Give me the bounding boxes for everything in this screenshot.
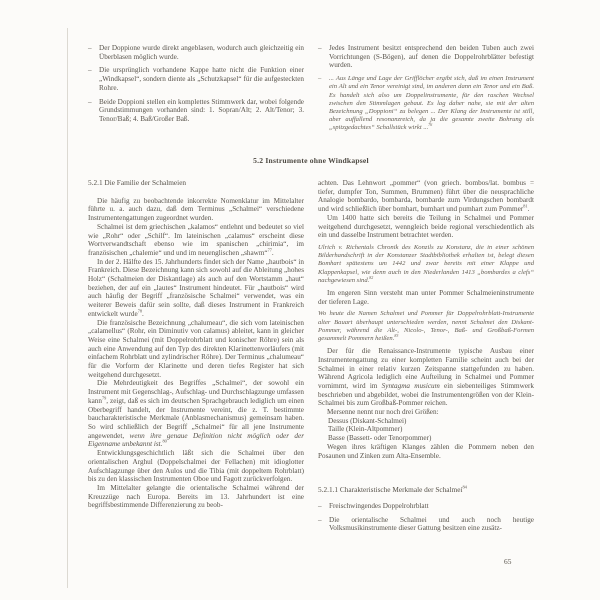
dash-marker: –: [88, 44, 92, 52]
dash-marker: –: [318, 75, 322, 83]
top-summary-row: [88, 44, 534, 138]
list-item-text: Jedes Instrument besitzt entsprechend den beiden Tuben auch zwei Vorrichtungen (S-Bögen), auf denen die Doppelrohrblätter befestigt wurden.: [329, 44, 534, 70]
paragraph: achten. Das Lehnwort „pommer“ (von griech. bombos/lat. bombus = tiefer, dumpfer Ton, Summen, Brummen) führt über die neusprachliche Analogie bombardo, bombarda, bombarde zum Virdungschen bombardt und wird schließlich über bomhart, bumhart und pumhart zum Pommer$^{81}$.: [318, 179, 534, 214]
paragraph: Schalmei ist dem griechischen „kalamos“ entlehnt und bedeutet so viel wie „Rohr“ oder „Schilf“. Im lateinischen „calamus“ erscheint diese Wortverwandtschaft ebenso wie im spanischen „chirimia“, im französischen „chalemie“ und und im neuenglischen „shawm“$^{77}$.: [88, 222, 304, 257]
dash-marker: –: [318, 44, 322, 52]
paragraph: In der 2. Hälfte des 15. Jahrhunderts findet sich der Name „hautbois“ in Frankreich. Diese Bezeichnung kann sich sowohl auf die Ableitung „hohes Holz“ (Schalmeien der Diskantlage) als auch auf den Wortstamm „haut“ beziehen, der auf ein „lautes“ Instrument hindeutet. Für „hautbois“ wird auch häufig der Begriff „französische Schalmei“ verwendet, was ein weiterer Beweis dafür sein sollte, daß dieses Instrument in Frankreich entwickelt wurde$^{78}$.: [88, 257, 304, 318]
top-left-list: [88, 44, 304, 138]
list-item-text: ... Aus Länge und Lage der Grifflöcher ergibt sich, daß im einen Instrument ein Alt und ein Tenor vereinigt sind, im anderen dann ein Tenor und ein Baß. Es handelt sich also um Doppelinstrumente, für den raschen Wechsel zwischen den Stimmlagen gebaut. Es lag daher nahe, sie mit der alten Bezeichnung „Doppioni“ zu belegen ... Der Klang der Instrumente ist still, aber auffallend resonanzreich, da ja die gesamte zweite Bohrung als „spitzgedachtes“ Schallstück wirkt ...$^{76}$: [329, 75, 534, 132]
paragraph: Wegen ihres kräftigen Klanges zählen die Pommern neben den Posaunen und Zinken zum Alta-Ensemble.: [318, 442, 534, 460]
section-heading: 5.2 Instrumente ohne Windkapsel: [253, 156, 369, 165]
paragraph: Die französische Bezeichnung „chalumeau“, die sich vom lateinischen „calamellus“ (Rohr, ein Diminutiv von calamus) ableitet, kann in gleicher Weise eine Schalmei (mit Doppelrohrblatt und konischer Röhre) sein als auch eine Anwendung auf den Typ des direkten Klarinettenvorläufers (mit einfachem Rohrblatt und zylindrischer Röhre). Der Terminus „chalumeau“ für die Vorform der Klarinette und deren tiefes Register hat sich weitgehend durchgesetzt.: [88, 318, 304, 379]
list-item-text: Freischwingendes Doppelrohrblatt: [329, 502, 429, 510]
mersenne-size-line: Taille (Klein-Altpommer): [328, 425, 403, 434]
top-right-list: [318, 44, 534, 138]
list-item: [318, 44, 534, 70]
paragraph: Um 1400 hatte sich bereits die Teilung in Schalmei und Pommer weitgehend durchgesetzt, wenngleich beide regional verschiedentlich als ein und dasselbe Instrument betrachtet werden.: [318, 213, 534, 240]
paragraph: Die Mehrdeutigkeit des Begriffes „Schalmei“, der sowohl ein Instrument mit Gegenschlag-, Aufschlag- und Durchschlagzunge umfassen kann$^{79}$, zeigt, daß es sich im deutschen Sprachgebrauch lediglich um einen Oberbegriff handelt, der Instrumente vereint, die z. T. bestimmte baucharakteristische Merkmale (Anblasmechanismus) gemeinsam haben. So wird schließlich der Begriff „Schalmei“ für all jene Instrumente angewendet, wenn ihre genaue Definition nicht möglich oder der Eigenname unbekannt ist.$^{80}$: [88, 379, 305, 449]
page-number: 65: [504, 557, 512, 566]
mersenne-size-line: Basse (Bassett- oder Tenorpommer): [328, 434, 432, 443]
list-item: [88, 66, 304, 92]
dash-marker: –: [318, 502, 322, 510]
paragraph: Im engeren Sinn versteht man unter Pommer Schalmeieninstrumente der tieferen Lage.: [318, 288, 534, 306]
paragraph: Entwicklungsgeschichtlich läßt sich die Schalmei über den orientalischen Arghul (Doppelschalmei der Fellachen) mit idioglotter Aufschlagzunge über den Aulos und die Tibia (mit doppeltem Rohrblatt) bis zu den klassischen Instrumenten Oboe und Fagott zurückverfolgen.: [88, 449, 304, 484]
mersenne-intro: Mersenne nennt nur noch drei Größen:: [327, 408, 439, 417]
block-quote: Ulrich v. Richentals Chronik des Konzils zu Konstanz, die in einer schönen Bilderhandschrift in der Konstanzer Stadtbibliothek erhalten ist, belegt diesen Bomhart spätestens um 1442 und zwar bereits mit einer Klappe und Klappenkapsel, wie denn auch in den Niederlanden 1413 „bombardes a clefs“ nachgewiesen sind.$^{82}$: [318, 243, 534, 284]
dash-marker: –: [318, 515, 322, 524]
list-item-text: Die orientalische Schalmei und auch noch heutige Volksmusikinstrumente dieser Gattung besitzen eine zusätz-: [329, 515, 534, 533]
list-item: [88, 98, 304, 124]
body-columns: [88, 179, 534, 538]
subheading-charakteristische-merkmale: 5.2.1.1 Charakteristische Merkmale der Schalmei$^{84}$: [318, 484, 467, 495]
list-item-text: Die ursprünglich vorhandene Kappe hatte nicht die Funktion einer „Windkapsel“, sondern diente als „Schutzkapsel“ für die aufgesteckten Rohre.: [99, 66, 304, 92]
list-item-quote: [318, 75, 534, 132]
margin-scan-line: [67, 28, 68, 588]
block-quote: Wo heute die Namen Schalmei und Pommer für Doppelrohrblatt-Instrumente alter Bauart überhaupt unterschieden werden, nennt Schalmei den Diskant-Pommer, während die Alt-, Nicolo-, Tenor-, Baß- und Großbaß-Formen gesammelt Pommern heißen.$^{83}$: [318, 310, 534, 342]
list-item-text: Der Doppione wurde direkt angeblasen, wodurch auch gleichzeitig ein Überblasen möglich wurde.: [99, 44, 304, 61]
mersenne-size-line: Dessus (Diskant-Schalmei): [328, 416, 407, 425]
feature-list-item: [318, 516, 534, 533]
subheading-familie-der-schalmeien: 5.2.1 Die Familie der Schalmeien: [88, 178, 187, 187]
dash-marker: –: [88, 66, 92, 75]
feature-list-item: [318, 502, 534, 511]
left-column: [88, 179, 304, 538]
list-item: [88, 44, 304, 61]
right-column: [318, 179, 534, 538]
list-item-text: Beide Doppioni stellen ein komplettes Stimmwerk dar, wobei folgende Grundstimmungen vorhanden sind: 1. Sopran/Alt; 2. Alt/Tenor; 3. Tenor/Baß; 4. Baß/Großer Baß.: [99, 97, 304, 123]
paragraph: Die häufig zu beobachtende inkorrekte Nomenklatur im Mittelalter führte u. a. auch dazu, daß dem Terminus „Schalmei“ verschiedene Instrumentengattungen zugeordnet wurden.: [88, 196, 304, 223]
dash-marker: –: [88, 97, 92, 106]
paragraph: Der für die Renaissance-Instrumente typische Ausbau einer Instrumentengattung zu einer kompletten Familie scheint auch bei der Schalmei in einer relativ kurzen Zeitspanne stattgefunden zu haben. Während Agricola lediglich eine Aufteilung in Schalmei und Pommer vornimmt, wird im Syntagma musicum ein siebenteiliges Stimmwerk beschrieben und abgebildet, wobei die Instrumentengrößen von der Klein-Schalmei bis zum Großbaß-Pommer reichen.: [318, 347, 534, 408]
paragraph: Im Mittelalter gelangte die orientalische Schalmei während der Kreuzzüge nach Europa. Bereits im 13. Jahrhundert ist eine begriffsbestimmende Differenzierung zu beob-: [88, 483, 304, 510]
